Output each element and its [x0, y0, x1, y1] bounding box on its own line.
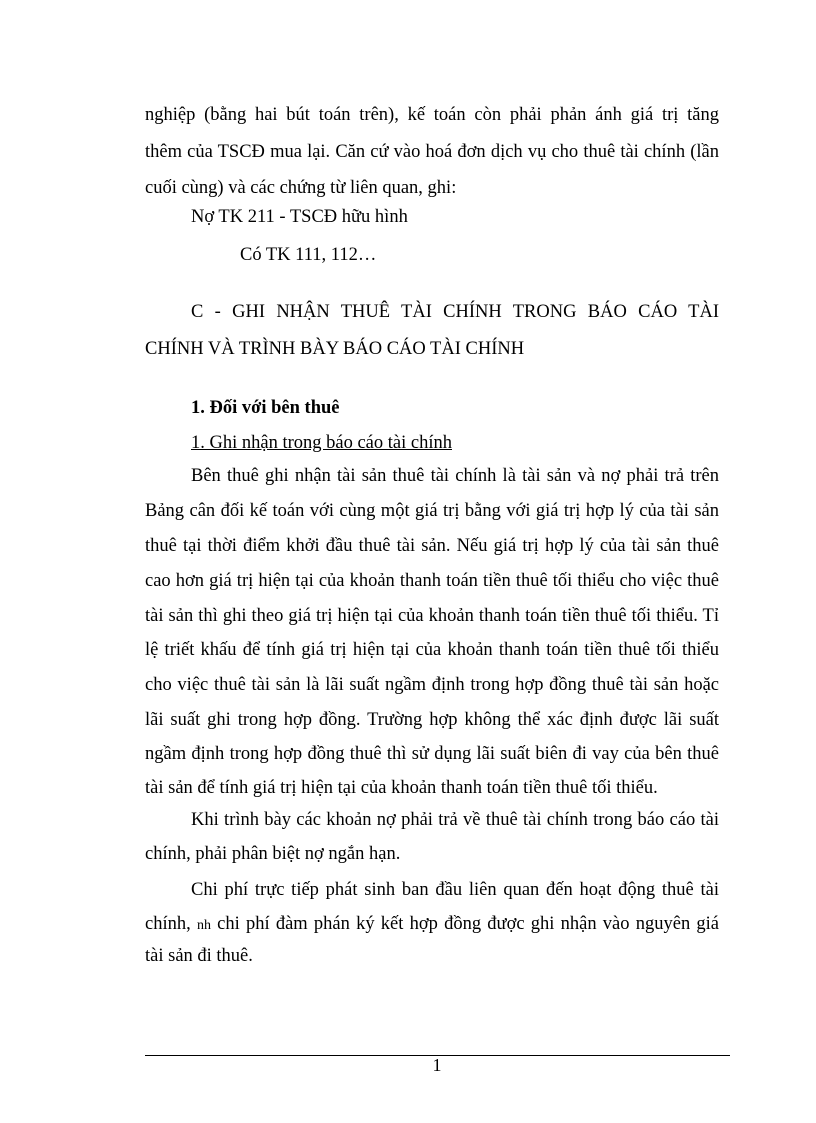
text-line: cho việc thuê tài sản là lãi suất ngầm định trong hợp đồng thuê tài sản hoặc [145, 675, 719, 695]
text-fragment-small: nh [196, 918, 211, 933]
subsection-heading: 1. Đối với bên thuê [191, 398, 340, 418]
text-line [145, 908, 719, 940]
section-heading: C - GHI NHẬN THUÊ TÀI CHÍNH TRONG BÁO CÁO TÀI [191, 302, 719, 322]
text-line: cuối cùng) và các chứng từ liên quan, ghi: [145, 178, 457, 198]
underlined-heading: 1. Ghi nhận trong báo cáo tài chính [191, 433, 452, 453]
text-line: chính, phải phân biệt nợ ngắn hạn. [145, 844, 401, 864]
page-number: 1 [432, 1055, 442, 1075]
text-line: nghiệp (bằng hai bút toán trên), kế toán còn phải phản ánh giá trị tăng [145, 105, 719, 125]
text-fragment: chính, [145, 914, 191, 934]
journal-credit-line: Có TK 111, 112… [240, 245, 377, 265]
text-line: ngầm định trong hợp đồng thuê thì sử dụng lãi suất biên đi vay của bên thuê [145, 744, 719, 764]
text-line: tài sản để tính giá trị hiện tại của khoản thanh toán tiền thuê tối thiểu. [145, 778, 658, 798]
section-heading: CHÍNH VÀ TRÌNH BÀY BÁO CÁO TÀI CHÍNH [145, 339, 525, 359]
text-line: tài sản thì ghi theo giá trị hiện tại của khoản thanh toán tiền thuê tối thiểu. Tỉ [145, 606, 719, 626]
text-line: lãi suất ghi trong hợp đồng. Trường hợp không thể xác định được lãi suất [145, 710, 719, 730]
subsection-subheading [191, 427, 719, 459]
journal-debit-line: Nợ TK 211 - TSCĐ hữu hình [191, 207, 408, 227]
text-line: Khi trình bày các khoản nợ phải trả về thuê tài chính trong báo cáo tài [191, 810, 719, 830]
text-line: Bên thuê ghi nhận tài sản thuê tài chính là tài sản và nợ phải trả trên [191, 466, 719, 486]
text-fragment: chi phí đàm phán ký kết hợp đồng được ghi nhận vào nguyên giá [217, 914, 720, 934]
text-line: thêm của TSCĐ mua lại. Căn cứ vào hoá đơn dịch vụ cho thuê tài chính (lần [145, 142, 719, 162]
text-line: tài sản đi thuê. [145, 946, 253, 966]
text-line: Chi phí trực tiếp phát sinh ban đầu liên quan đến hoạt động thuê tài [191, 880, 719, 900]
text-line: cao hơn giá trị hiện tại của khoản thanh toán tiền thuê tối thiểu cho việc thuê [145, 571, 719, 591]
text-line: Bảng cân đối kế toán với cùng một giá trị bằng với giá trị hợp lý của tài sản [145, 501, 719, 521]
text-line: lệ triết khấu để tính giá trị hiện tại của khoản thanh toán tiền thuê tối thiểu [145, 640, 719, 660]
text-line: thuê tại thời điểm khởi đầu thuê tài sản. Nếu giá trị hợp lý của tài sản thuê [145, 536, 719, 556]
